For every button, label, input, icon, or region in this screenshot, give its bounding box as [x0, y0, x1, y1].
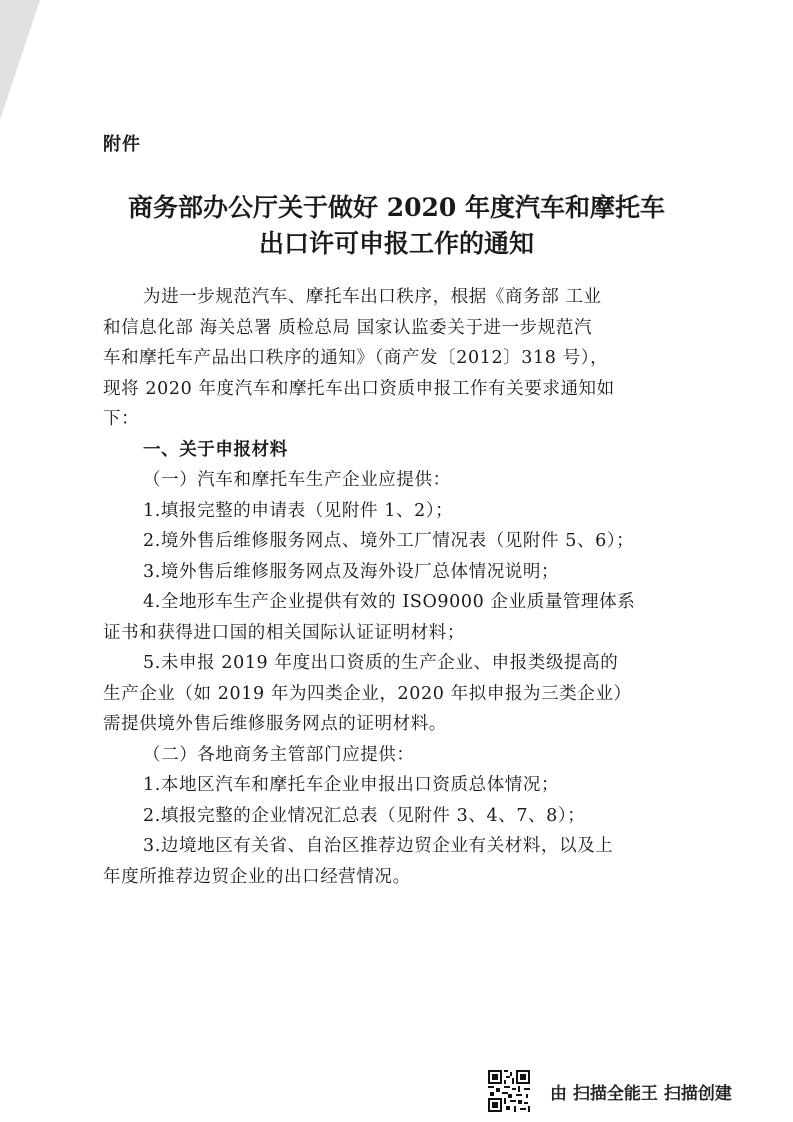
paragraph-line: 车和摩托车产品出口秩序的通知》（商产发〔2012〕318 号）， — [103, 348, 609, 368]
paragraph-line: 证书和获得进口国的相关国际认证证明材料； — [103, 622, 465, 643]
title-line: 出口许可申报工作的通知 — [258, 229, 534, 258]
document-body — [103, 282, 703, 892]
list-item: 3.边境地区有关省、自治区推荐边贸企业有关材料，以及上 — [143, 836, 614, 856]
list-item: 3.境外售后维修服务网点及海外设厂总体情况说明； — [143, 561, 560, 582]
list-item: 5.未申报 2019 年度出口资质的生产企业、申报类级提高的 — [143, 653, 619, 673]
list-item: 2.境外售后维修服务网点、境外工厂情况表（见附件 5、6）； — [143, 531, 635, 551]
paragraph-line: 为进一步规范汽车、摩托车出口秩序，根据《商务部 工业 — [143, 287, 602, 307]
scan-shadow — [0, 0, 40, 120]
title-line: 商务部办公厅关于做好 2020 年度汽车和摩托车 — [128, 193, 665, 222]
paragraph-line: 生产企业（如 2019 年为四类企业，2020 年拟申报为三类企业） — [103, 683, 632, 704]
section-heading: 一、关于申报材料 — [143, 439, 288, 460]
attachment-label: 附件 — [103, 134, 141, 155]
scanner-watermark — [488, 1070, 732, 1112]
scan-credit-text: 由 扫描全能王 扫描创建 — [550, 1083, 732, 1104]
list-item: 2.填报完整的企业情况汇总表（见附件 3、4、7、8）； — [143, 805, 586, 826]
paragraph-line: 现将 2020 年度汽车和摩托车出口资质申报工作有关要求通知如 — [103, 378, 615, 399]
list-item: 1.本地区汽车和摩托车企业申报出口资质总体情况； — [143, 775, 560, 795]
paragraph-line: 和信息化部 海关总署 质检总局 国家认监委关于进一步规范汽 — [103, 317, 593, 338]
document-title — [0, 190, 793, 262]
paragraph-line: 需提供境外售后维修服务网点的证明材料。 — [103, 714, 447, 734]
list-item: 1.填报完整的申请表（见附件 1、2）； — [143, 500, 454, 521]
paragraph-line: 年度所推荐边贸企业的出口经营情况。 — [103, 866, 411, 887]
list-item: 4.全地形车生产企业提供有效的 ISO9000 企业质量管理体系 — [143, 592, 636, 612]
subsection-heading: （二）各地商务主管部门应提供： — [143, 744, 415, 765]
paragraph-line: 下： — [103, 409, 140, 429]
qr-code-icon — [488, 1070, 530, 1112]
subsection-heading: （一）汽车和摩托车生产企业应提供： — [143, 470, 451, 490]
